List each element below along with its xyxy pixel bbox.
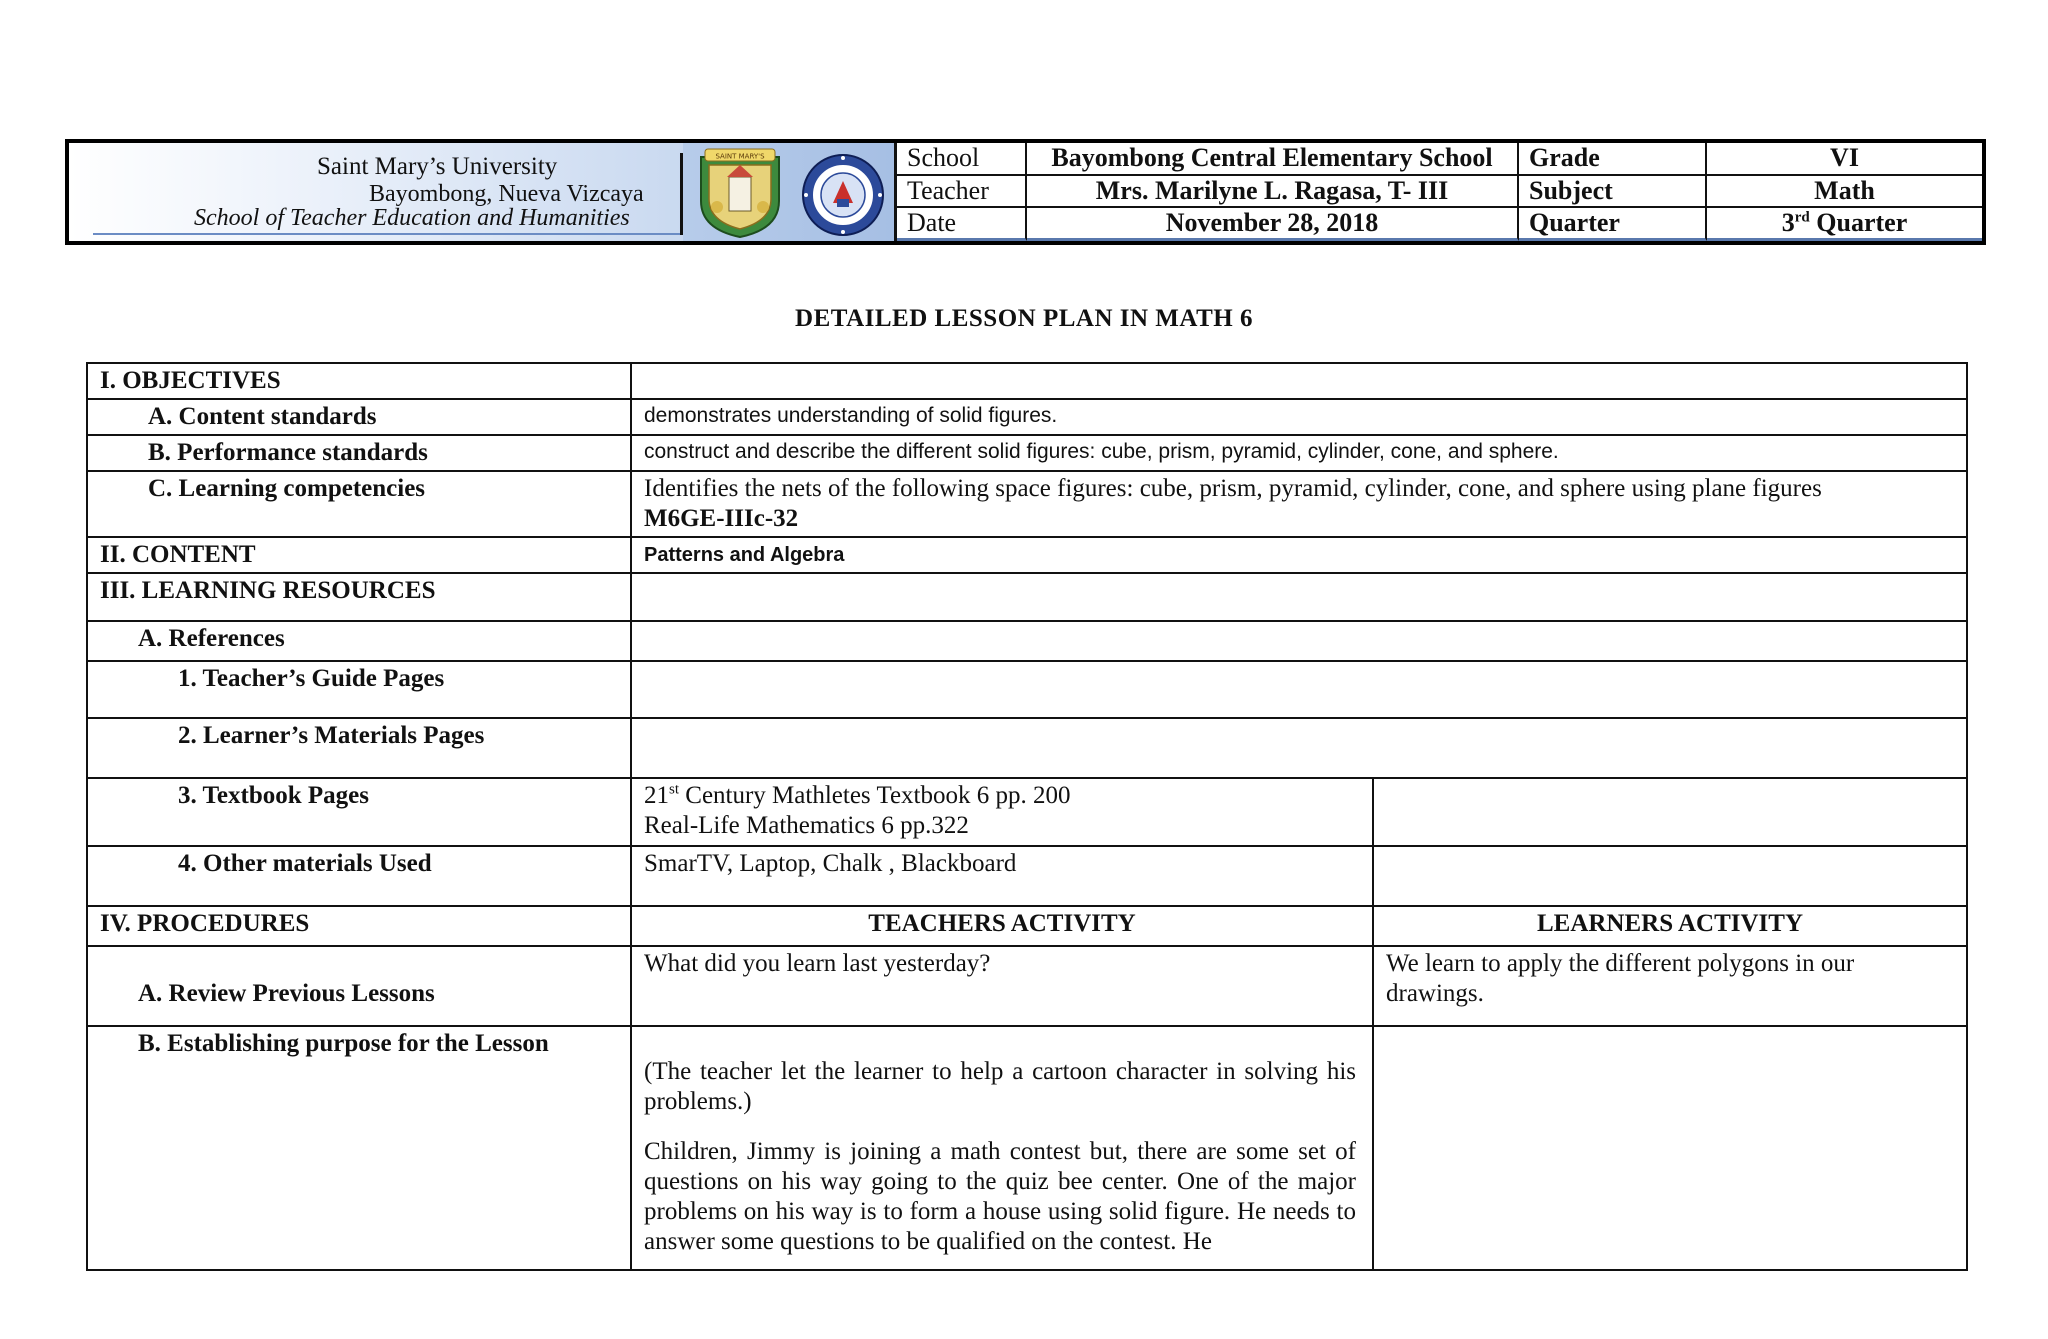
objectives-cell [631,363,1967,399]
quarter-value [1707,208,1982,241]
table-row [87,537,1967,573]
learners-materials-cell [631,718,1967,778]
teacher-label: Teacher [897,176,1027,209]
banner-rule [93,233,681,235]
subject-value: Math [1707,176,1982,209]
quarter-suffix: rd [1794,209,1810,226]
date-value: November 28, 2018 [1027,208,1519,241]
university-name: Saint Mary’s University [317,153,558,180]
competency-code: M6GE-IIIc-32 [644,505,799,532]
table-row [87,846,1967,906]
performance-standards-value: construct and describe the different solid figures: cube, prism, pyramid, cylinder, cone, and sphere. [631,435,1967,471]
teachers-guide-cell [631,661,1967,718]
textbook-value [631,778,1373,846]
table-row [87,946,1967,1026]
school-value: Bayombong Central Elementary School [1027,143,1519,176]
establishing-purpose-teacher [631,1026,1373,1270]
school-of-name: School of Teacher Education and Humanities [194,205,630,231]
textbook-1-title: Century Mathletes Textbook 6 pp. 200 [679,782,1071,809]
references-label: A. References [87,621,631,661]
content-standards-label: A. Content standards [87,399,631,435]
learners-materials-label: 2. Learner’s Materials Pages [87,718,631,778]
textbook-1-number: 21 [644,782,669,809]
page-title: DETAILED LESSON PLAN IN MATH 6 [795,305,1253,332]
content-heading: II. CONTENT [87,537,631,573]
teacher-value: Mrs. Marilyne L. Ragasa, T- III [1027,176,1519,209]
svg-text:SAINT MARY'S: SAINT MARY'S [715,152,765,161]
lesson-plan-table [86,362,1968,1271]
content-value: Patterns and Algebra [631,537,1967,573]
table-row [87,1026,1967,1270]
school-seal-icon [803,155,883,235]
learners-activity-header: LEARNERS ACTIVITY [1373,906,1967,946]
procedures-heading: IV. PROCEDURES [87,906,631,946]
learning-resources-heading: III. LEARNING RESOURCES [87,573,631,621]
table-row [87,661,1967,718]
school-label: School [897,143,1027,176]
table-row [87,399,1967,435]
learning-competencies-label: C. Learning competencies [87,471,631,537]
review-lessons-label: A. Review Previous Lessons [87,946,631,1026]
teachers-activity-header: TEACHERS ACTIVITY [631,906,1373,946]
learning-resources-cell [631,573,1967,621]
content-standards-value: demonstrates understanding of solid figures. [631,399,1967,435]
grade-value: VI [1707,143,1982,176]
competencies-text: Identifies the nets of the following space figures: cube, prism, pyramid, cylinder, cone, and sphere using plane figures [644,475,1822,502]
learning-competencies-value [631,471,1967,537]
review-learner-activity: We learn to apply the different polygons in our drawings. [1373,946,1967,1026]
other-materials-extra-cell [1373,846,1967,906]
textbook-extra-cell [1373,778,1967,846]
table-row [87,906,1967,946]
textbook-label: 3. Textbook Pages [87,778,631,846]
table-row [87,573,1967,621]
subject-label: Subject [1519,176,1707,209]
other-materials-label: 4. Other materials Used [87,846,631,906]
date-label: Date [897,208,1027,241]
objectives-heading: I. OBJECTIVES [87,363,631,399]
university-location: Bayombong, Nueva Vizcaya [369,181,644,207]
purpose-paragraph-1: (The teacher let the learner to help a cartoon character in solving his problems.) [644,1058,1356,1115]
university-seal-icon [701,149,779,237]
textbook-1-suffix: st [669,781,680,798]
textbook-1 [644,781,1360,811]
establishing-purpose-learner [1373,1026,1967,1270]
grade-label: Grade [1519,143,1707,176]
table-row [87,471,1967,537]
header-info-grid [897,143,1982,241]
purpose-paragraph-2: Children, Jimmy is joining a math contest but, there are some set of questions on his way going to the quiz bee center. One of the major problems on his way is to form a house using solid figure. He needs to answer some questions to be qualified on the contest. He [644,1138,1356,1255]
table-row [87,621,1967,661]
teachers-guide-label: 1. Teacher’s Guide Pages [87,661,631,718]
quarter-word: Quarter [1816,208,1908,238]
logo-images [683,143,894,241]
establishing-purpose-label: B. Establishing purpose for the Lesson [87,1026,631,1270]
performance-standards-label: B. Performance standards [87,435,631,471]
table-row [87,718,1967,778]
quarter-label: Quarter [1519,208,1707,241]
textbook-2: Real-Life Mathematics 6 pp.322 [644,812,969,839]
quarter-number: 3 [1781,208,1795,238]
review-teacher-activity: What did you learn last yesterday? [631,946,1373,1026]
table-row [87,363,1967,399]
table-row [87,435,1967,471]
university-banner [69,143,683,241]
references-cell [631,621,1967,661]
school-header [65,139,1986,245]
table-row [87,778,1967,846]
other-materials-value: SmarTV, Laptop, Chalk , Blackboard [631,846,1373,906]
logo-panel [683,143,897,241]
